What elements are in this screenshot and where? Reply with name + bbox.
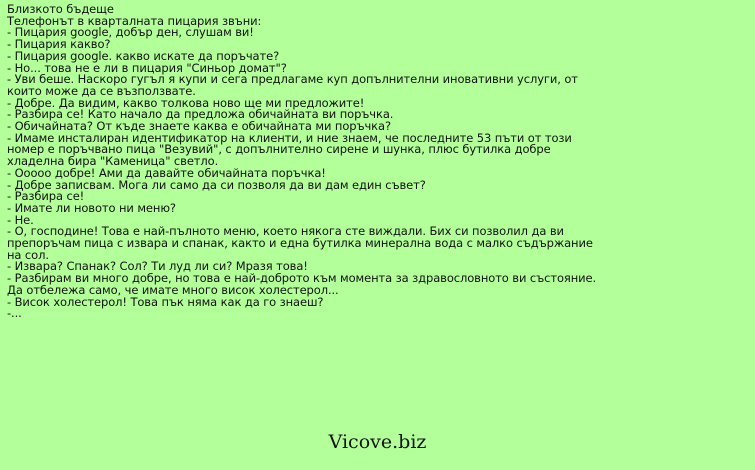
joke-line: - Имаме инсталиран идентификатор на клиенти, и ние знаем, че последните 53 пъти от този <box>7 130 572 145</box>
joke-line: които може да се възползвате. <box>7 83 196 98</box>
site-watermark: Vicove.biz <box>328 431 427 453</box>
joke-line: - Добре записвам. Мога ли само да си позволя да ви дам един съвет? <box>7 177 426 192</box>
joke-line: Телефонът в кварталната пицария звъни: <box>7 13 262 28</box>
joke-line: - Разбира се! <box>7 189 85 204</box>
joke-line: - Пицария какво? <box>7 37 111 52</box>
joke-line: на сол. <box>7 247 49 262</box>
joke-line: препоръчам пица с изварa и спанак, както и една бутилка минерална вода с малко съдържание <box>7 236 593 251</box>
joke-line: - Разбирам ви много добре, но това е най-доброто към момента за здравословното ви състояние. <box>7 271 597 286</box>
joke-line: - Разбира се! Като начало да предложа обичайната ви поръчка. <box>7 107 394 122</box>
joke-line: - Висок холестерол! Това пък няма как да го знаеш? <box>7 294 324 309</box>
joke-line: - Не. <box>7 212 34 227</box>
joke-line: Да отбележа само, че имате много висок холестерол... <box>7 282 339 297</box>
joke-line: - Имате ли новото ни меню? <box>7 200 176 215</box>
joke-line: - Пицария google. какво искате да поръчате? <box>7 48 280 63</box>
joke-line: - Уви беше. Наскоро гугъл я купи и сега предлагаме куп допълнителни иновативни услуги, от <box>7 72 578 87</box>
joke-line: - Добре. Да видим, какво толкова ново ще ми предложите! <box>7 95 365 110</box>
joke-line: хладелна бира "Каменица" светло. <box>7 154 219 169</box>
joke-text <box>7 4 747 320</box>
joke-title: Близкото бъдеще <box>7 2 114 16</box>
joke-line: - Извара? Спанак? Сол? Ти луд ли си? Мразя това! <box>7 259 308 274</box>
joke-line: - Ооооо добре! Ами да давайте обичайната поръчка! <box>7 165 326 180</box>
joke-line: - Пицария google, добър ден, слушам ви! <box>7 25 254 40</box>
joke-line: - Обичайната? От къде знаете каква е обичайната ми поръчка? <box>7 119 391 134</box>
joke-line: - О, господине! Това е най-пълното меню, което някога сте виждали. Бих си позволил да ви <box>7 224 564 239</box>
joke-line: -... <box>7 306 22 321</box>
joke-line: номер е поръчвано пица "Везувий", с допълнително сирене и шунка, плюс бутилка добре <box>7 142 551 157</box>
joke-line: - Но... това не е ли в пицария "Синьор домат"? <box>7 60 287 75</box>
